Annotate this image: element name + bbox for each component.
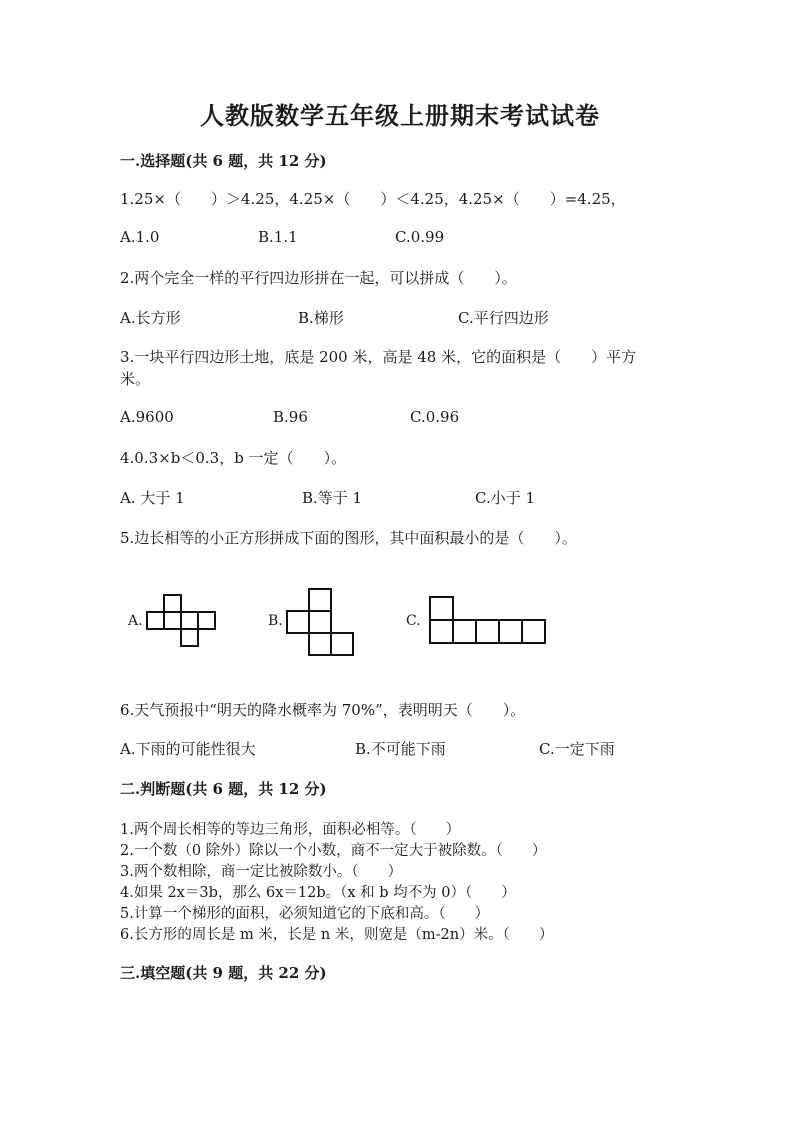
question-4: 4.0.3×b＜0.3，b 一定（ ）。 [120, 449, 347, 467]
q2-option-a: A.长方形 [120, 309, 181, 327]
q1-option-a: A.1.0 [120, 228, 160, 246]
judgement-item-4: 4.如果 2x＝3b，那么 6x＝12b。（x 和 b 均不为 0）（ ） [120, 885, 516, 901]
q3-option-c: C.0.96 [410, 408, 460, 426]
q6-option-c: C.一定下雨 [539, 740, 615, 758]
q3-option-b: B.96 [273, 408, 308, 426]
judgement-item-3: 3.两个数相除，商一定比被除数小。（ ） [120, 864, 403, 880]
page-title: 人教版数学五年级上册期末考试试卷 [200, 101, 600, 130]
figure-a-squares [145, 593, 217, 649]
question-2: 2.两个完全一样的平行四边形拼在一起，可以拼成（ ）。 [120, 269, 517, 287]
section-heading-judgement: 二.判断题(共 6 题，共 12 分) [120, 780, 327, 798]
q6-option-a: A.下雨的可能性很大 [120, 740, 256, 758]
figure-b-squares [285, 587, 357, 657]
section-heading-fill-in: 三.填空题(共 9 题，共 22 分) [120, 964, 327, 982]
q1-option-b: B.1.1 [258, 228, 298, 246]
question-1: 1.25×（ ）＞4.25，4.25×（ ）＜4.25，4.25×（ ）=4.25， [120, 190, 626, 208]
section-heading-choice: 一.选择题(共 6 题，共 12 分) [120, 152, 327, 170]
question-5: 5.边长相等的小正方形拼成下面的图形，其中面积最小的是（ ）。 [120, 529, 577, 547]
q4-option-c: C.小于 1 [475, 489, 536, 507]
judgement-item-5: 5.计算一个梯形的面积，必须知道它的下底和高。（ ） [120, 906, 490, 922]
q2-option-b: B.梯形 [298, 309, 344, 327]
figure-c-squares [428, 595, 548, 645]
judgement-item-2: 2.一个数（0 除外）除以一个小数，商不一定大于被除数。（ ） [120, 843, 547, 859]
judgement-item-6: 6.长方形的周长是 m 米，长是 n 米，则宽是（m-2n）米。（ ） [120, 927, 554, 943]
q4-option-a: A. 大于 1 [120, 489, 185, 507]
q1-option-c: C.0.99 [395, 228, 445, 246]
question-3-line-1: 3.一块平行四边形土地，底是 200 米，高是 48 米，它的面积是（ ）平方 [120, 348, 637, 366]
question-6: 6.天气预报中“明天的降水概率为 70%”，表明明天（ ）。 [120, 701, 526, 719]
q3-option-a: A.9600 [120, 408, 174, 426]
q2-option-c: C.平行四边形 [458, 309, 549, 327]
figure-b-label: B. [268, 613, 283, 629]
q6-option-b: B.不可能下雨 [355, 740, 446, 758]
q4-option-b: B.等于 1 [302, 489, 363, 507]
figure-a-label: A. [128, 613, 143, 629]
judgement-item-1: 1.两个周长相等的等边三角形，面积必相等。（ ） [120, 822, 461, 838]
figure-c-label: C. [406, 613, 421, 629]
question-3-line-2: 米。 [120, 370, 151, 388]
